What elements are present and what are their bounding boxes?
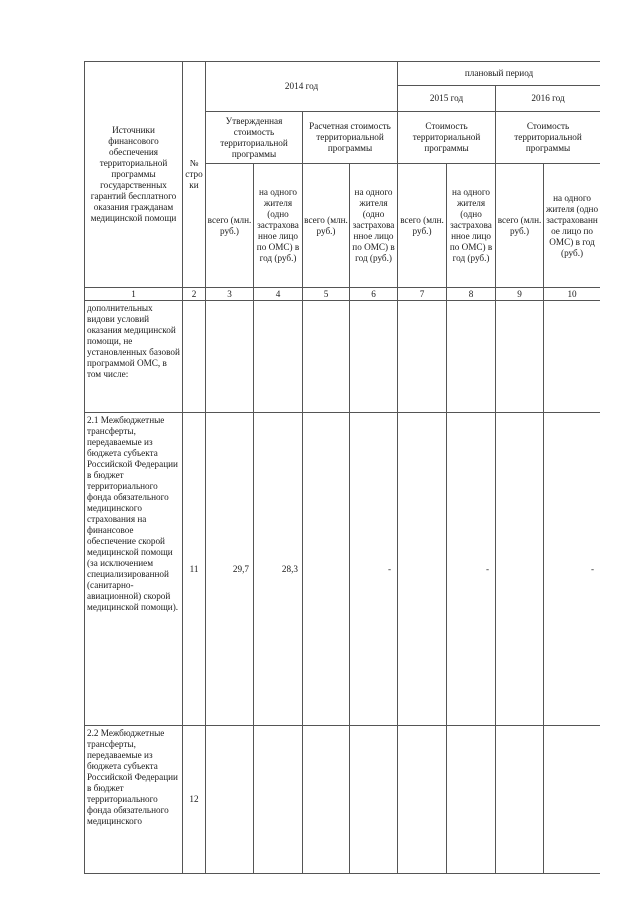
header-source-column: Источники финансового обеспечения территориальной программы государственных гарантий бесплатного оказания гражданам медицинской помощи [85,62,183,288]
header-calculated-cost: Расчетная стоимость территориальной программы [303,112,398,164]
cell-per-person-2016: - [544,413,600,726]
header-per-person-approved: на одного жителя (одно застрахованное лицо по ОМС) в год (руб.) [254,164,303,288]
cell-per-person-approved: 28,3 [254,413,303,726]
col-number-3: 3 [206,288,254,301]
cell-total-calculated [303,413,350,726]
header-year-2016: 2016 год [496,86,600,112]
header-year-2015: 2015 год [398,86,496,112]
header-cost-2015: Стоимость территориальной программы [398,112,496,164]
row-number: 12 [183,726,206,874]
col-number-2: 2 [183,288,206,301]
col-number-1: 1 [85,288,183,301]
cell-total-2016 [496,413,544,726]
cell-total-2016 [496,301,544,413]
col-number-5: 5 [303,288,350,301]
cell-total-2015 [398,726,447,874]
row-source-text: 2.2 Межбюджетные трансферты, передаваемые из бюджета субъекта Российской Федерации в бюджет территориального фонда обязательного медицинского [85,726,183,874]
cell-total-approved [206,301,254,413]
header-per-person-2015: на одного жителя (одно застрахованное лицо по ОМС) в год (руб.) [447,164,496,288]
col-number-10: 10 [544,288,600,301]
cell-per-person-2016 [544,301,600,413]
table-row [85,413,601,726]
cell-per-person-2015 [447,301,496,413]
cell-per-person-approved [254,301,303,413]
header-per-person-2016: на одного жителя (одно застрахованное лицо по ОМС) в год (руб.) [544,164,600,288]
header-approved-cost: Утвержденная стоимость территориальной программы [206,112,303,164]
row-number: 11 [183,413,206,726]
header-per-person-calculated: на одного жителя (одно застрахованное лицо по ОМС) в год (руб.) [350,164,398,288]
col-number-6: 6 [350,288,398,301]
col-number-9: 9 [496,288,544,301]
cell-per-person-2015 [447,726,496,874]
col-number-7: 7 [398,288,447,301]
table-row [85,726,601,874]
cell-per-person-calculated [350,726,398,874]
col-number-8: 8 [447,288,496,301]
row-source-text: 2.1 Межбюджетные трансферты, передаваемые из бюджета субъекта Российской Федерации в бюджет территориального фонда обязательного медицинского страхования на финансовое обеспечение скорой медицинской помощи (за исключением специализированной (санитарно-авиационной) скорой медицинской помощи). [85,413,183,726]
cell-total-2015 [398,301,447,413]
cell-total-calculated [303,301,350,413]
header-total-2015: всего (млн. руб.) [398,164,447,288]
row-number [183,301,206,413]
cell-total-calculated [303,726,350,874]
header-row-number: № строки [183,62,206,288]
cell-per-person-approved [254,726,303,874]
header-total-calculated: всего (млн. руб.) [303,164,350,288]
cell-total-approved: 29,7 [206,413,254,726]
cell-total-2015 [398,413,447,726]
header-total-2016: всего (млн. руб.) [496,164,544,288]
cell-per-person-calculated: - [350,413,398,726]
header-year-2014: 2014 год [206,62,398,112]
col-number-4: 4 [254,288,303,301]
header-planned-period: плановый период [398,62,600,86]
cell-per-person-calculated [350,301,398,413]
cell-per-person-2015: - [447,413,496,726]
header-total-approved: всего (млн. руб.) [206,164,254,288]
financing-table [84,61,600,874]
document-page [84,61,600,874]
row-source-text: дополнительных видови условий оказания медицинской помощи, не установленных базовой программой ОМС, в том числе: [85,301,183,413]
header-cost-2016: Стоимость территориальной программы [496,112,600,164]
table-row [85,301,601,413]
cell-total-approved [206,726,254,874]
cell-per-person-2016 [544,726,600,874]
cell-total-2016 [496,726,544,874]
